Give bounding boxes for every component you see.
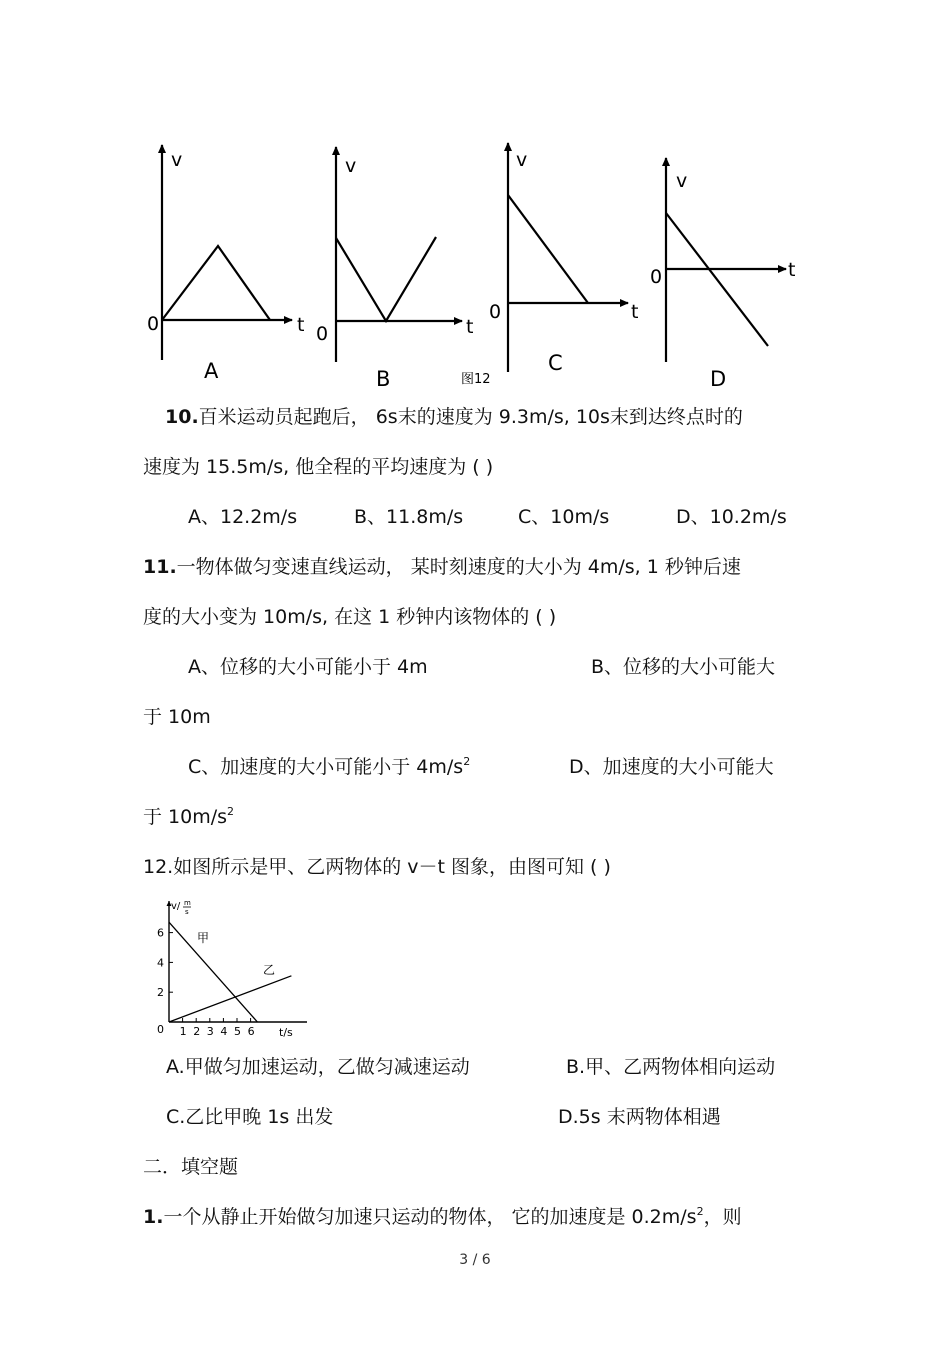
q11-option-c [188,755,470,779]
x-tick-label: 2 [193,1025,201,1038]
fill1-tail: ，则 [703,1206,742,1228]
x-tick-label: 5 [234,1025,241,1038]
graph-a-t-label: t [297,314,305,336]
q12-option-d: D.5s 末两物体相遇 [558,1106,721,1128]
q10-option-b: B、11.8m/s [354,506,464,528]
q10-option-a: A、12.2m/s [188,506,298,528]
graph-d-origin: 0 [650,266,663,288]
graph-c-v-label: v [516,149,528,171]
section-2-title: 二．填空题 [143,1156,239,1178]
figure-caption: 图12 [461,372,491,387]
y-tick-label: 2 [157,986,164,1000]
q11-option-b-cont: 于 10m [143,706,211,728]
q10-line1 [165,405,743,429]
q10-option-c: C、10m/s [518,506,610,528]
q11-option-b: B、位移的大小可能大 [591,656,776,678]
q11-option-c-sup: 2 [463,755,471,768]
page-number: 3 / 6 [459,1252,491,1268]
graph-d-t-label: t [788,259,796,281]
fill1-number: 1. [143,1206,164,1228]
q11-option-d-sup: 2 [227,805,235,818]
series-label-2: 乙 [263,963,276,977]
q11-number: 11. [143,556,177,578]
fill1-text: 一个从静止开始做匀加速只运动的物体， 它的加速度是 0.2m/s [163,1206,697,1228]
graph-a-origin: 0 [147,313,160,335]
fill1-sup: 2 [696,1205,704,1218]
x-tick-label: 3 [206,1025,214,1038]
x-tick-label: 4 [220,1025,228,1038]
graph-a-v-label: v [171,149,183,171]
graph-b-v-label: v [345,155,357,177]
graph-d-v-label: v [676,170,688,192]
q11-option-c-text: C、加速度的大小可能小于 4m/s [188,756,464,778]
graph-b-origin: 0 [316,323,329,345]
q12-option-a: A.甲做匀加速运动，乙做匀减速运动 [166,1056,470,1078]
q12-question: 12.如图所示是甲、乙两物体的 v－t 图象，由图可知 ( ) [143,856,611,878]
graph-c-letter: C [548,351,563,375]
q11-option-d-cont [143,805,234,829]
q10-option-d: D、10.2m/s [676,506,787,528]
graph-b-letter: B [376,367,391,391]
chart-y-unit-denominator: s [185,908,189,916]
q12-vt-chart [153,896,313,1039]
y-tick-label: 6 [157,926,164,940]
q11-option-a: A、位移的大小可能小于 4m [188,656,428,678]
chart-y-unit-numerator: m [184,899,191,907]
graph-d-letter: D [710,367,727,391]
graph-b-t-label: t [466,316,474,338]
x-tick-label: 6 [247,1025,255,1038]
q12-option-b: B.甲、乙两物体相向运动 [566,1056,776,1078]
series-line-1 [169,922,257,1022]
q10-text-1: 百米运动员起跑后， 6s末的速度为 9.3m/s, 10s末到达终点时的 [198,406,743,428]
chart-x-axis-label: t/s [279,1026,293,1039]
q11-option-d-cont-text: 于 10m/s [143,806,228,828]
graph-a [162,145,292,360]
graph-c-t-label: t [631,301,639,323]
series-line-2 [169,976,291,1022]
y-tick-label: 4 [157,956,164,970]
q10-number: 10. [165,406,199,428]
q11-text-1: 一物体做匀变速直线运动， 某时刻速度的大小为 4m/s, 1 秒钟后速 [176,556,741,578]
series-label-1: 甲 [197,931,210,945]
fill1-question [143,1205,742,1229]
graph-c-origin: 0 [489,301,502,323]
graph-b [336,147,462,362]
q11-option-d: D、加速度的大小可能大 [569,756,774,778]
x-tick-label: 1 [179,1025,187,1038]
chart-y-axis-label: v/ [171,901,181,912]
graph-c [508,143,628,372]
graph-a-letter: A [204,359,219,383]
q11-line1 [143,555,741,579]
q10-line2: 速度为 15.5m/s, 他全程的平均速度为 ( ) [143,456,494,478]
q12-option-c: C.乙比甲晚 1s 出发 [166,1106,334,1128]
q11-line2: 度的大小变为 10m/s, 在这 1 秒钟内该物体的 ( ) [143,606,557,628]
figure-12-vt-graphs [0,0,950,390]
chart-origin-label: 0 [157,1023,164,1036]
